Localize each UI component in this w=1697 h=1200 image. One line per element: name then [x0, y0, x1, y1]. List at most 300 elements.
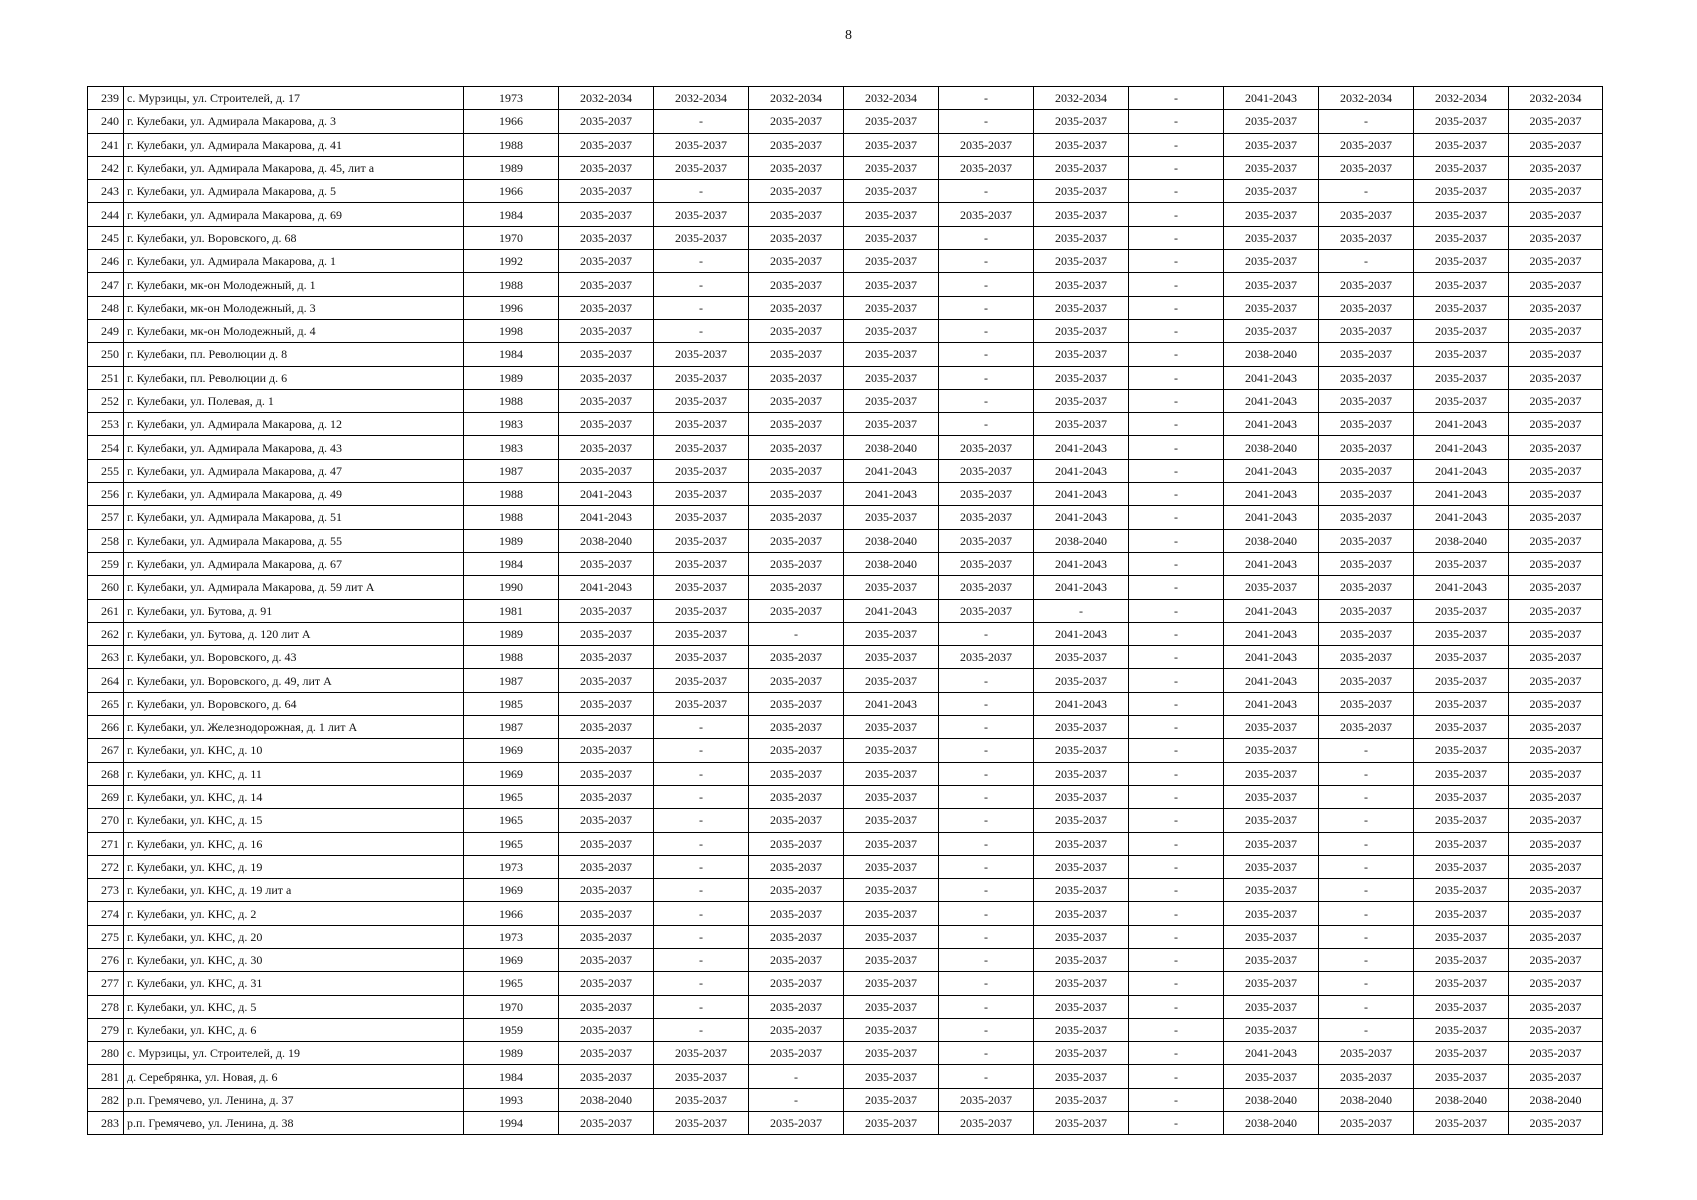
- period-cell-8: 2041-2043: [1224, 483, 1319, 506]
- period-cell-7: -: [1129, 156, 1224, 179]
- table-row: [88, 1018, 1603, 1041]
- period-cell-6: 2035-2037: [1034, 762, 1129, 785]
- period-cell-2: 2035-2037: [654, 646, 749, 669]
- table-row: [88, 273, 1603, 296]
- year-built-cell: 1989: [464, 622, 559, 645]
- row-number-cell: 280: [88, 1042, 124, 1065]
- period-cell-4: 2035-2037: [844, 576, 939, 599]
- year-built-cell: 1988: [464, 506, 559, 529]
- address-cell: г. Кулебаки, мк-он Молодежный, д. 1: [124, 273, 464, 296]
- period-cell-8: 2035-2037: [1224, 855, 1319, 878]
- period-cell-7: -: [1129, 692, 1224, 715]
- period-cell-4: 2035-2037: [844, 156, 939, 179]
- period-cell-11: 2035-2037: [1509, 296, 1603, 319]
- period-cell-2: 2035-2037: [654, 529, 749, 552]
- period-cell-1: 2035-2037: [559, 879, 654, 902]
- period-cell-1: 2035-2037: [559, 809, 654, 832]
- period-cell-2: 2035-2037: [654, 1042, 749, 1065]
- period-cell-2: 2035-2037: [654, 133, 749, 156]
- year-built-cell: 1996: [464, 296, 559, 319]
- period-cell-11: 2035-2037: [1509, 762, 1603, 785]
- housing-repair-schedule-table: [87, 86, 1603, 1135]
- period-cell-3: 2035-2037: [749, 273, 844, 296]
- row-number-cell: 242: [88, 156, 124, 179]
- period-cell-8: 2041-2043: [1224, 552, 1319, 575]
- period-cell-7: -: [1129, 273, 1224, 296]
- period-cell-11: 2035-2037: [1509, 855, 1603, 878]
- period-cell-7: -: [1129, 762, 1224, 785]
- year-built-cell: 1987: [464, 669, 559, 692]
- row-number-cell: 258: [88, 529, 124, 552]
- period-cell-6: 2035-2037: [1034, 902, 1129, 925]
- period-cell-1: 2035-2037: [559, 389, 654, 412]
- table-row: [88, 902, 1603, 925]
- period-cell-10: 2035-2037: [1414, 133, 1509, 156]
- year-built-cell: 1965: [464, 809, 559, 832]
- period-cell-2: -: [654, 1018, 749, 1041]
- year-built-cell: 1965: [464, 832, 559, 855]
- period-cell-1: 2035-2037: [559, 692, 654, 715]
- period-cell-9: 2035-2037: [1319, 483, 1414, 506]
- period-cell-8: 2041-2043: [1224, 692, 1319, 715]
- period-cell-7: -: [1129, 576, 1224, 599]
- row-number-cell: 270: [88, 809, 124, 832]
- year-built-cell: 1981: [464, 599, 559, 622]
- period-cell-11: 2035-2037: [1509, 529, 1603, 552]
- period-cell-11: 2035-2037: [1509, 576, 1603, 599]
- address-cell: г. Кулебаки, ул. Адмирала Макарова, д. 45, лит а: [124, 156, 464, 179]
- row-number-cell: 250: [88, 343, 124, 366]
- period-cell-5: 2035-2037: [939, 156, 1034, 179]
- address-cell: г. Кулебаки, ул. КНС, д. 14: [124, 785, 464, 808]
- period-cell-5: -: [939, 855, 1034, 878]
- year-built-cell: 1985: [464, 692, 559, 715]
- period-cell-3: 2035-2037: [749, 832, 844, 855]
- period-cell-3: 2035-2037: [749, 483, 844, 506]
- period-cell-2: -: [654, 972, 749, 995]
- period-cell-10: 2041-2043: [1414, 436, 1509, 459]
- period-cell-10: 2035-2037: [1414, 622, 1509, 645]
- period-cell-6: 2035-2037: [1034, 1018, 1129, 1041]
- year-built-cell: 1988: [464, 483, 559, 506]
- row-number-cell: 276: [88, 948, 124, 971]
- period-cell-2: -: [654, 762, 749, 785]
- period-cell-10: 2041-2043: [1414, 459, 1509, 482]
- period-cell-9: 2035-2037: [1319, 506, 1414, 529]
- period-cell-11: 2035-2037: [1509, 133, 1603, 156]
- period-cell-10: 2041-2043: [1414, 576, 1509, 599]
- period-cell-1: 2032-2034: [559, 87, 654, 110]
- period-cell-5: -: [939, 319, 1034, 342]
- period-cell-4: 2035-2037: [844, 319, 939, 342]
- period-cell-9: 2035-2037: [1319, 156, 1414, 179]
- period-cell-8: 2041-2043: [1224, 506, 1319, 529]
- period-cell-3: 2035-2037: [749, 855, 844, 878]
- year-built-cell: 1988: [464, 646, 559, 669]
- period-cell-8: 2035-2037: [1224, 576, 1319, 599]
- period-cell-10: 2035-2037: [1414, 203, 1509, 226]
- period-cell-10: 2035-2037: [1414, 902, 1509, 925]
- period-cell-3: 2035-2037: [749, 739, 844, 762]
- period-cell-6: 2035-2037: [1034, 296, 1129, 319]
- address-cell: г. Кулебаки, ул. Воровского, д. 43: [124, 646, 464, 669]
- row-number-cell: 265: [88, 692, 124, 715]
- period-cell-10: 2041-2043: [1414, 506, 1509, 529]
- period-cell-4: 2035-2037: [844, 855, 939, 878]
- period-cell-7: -: [1129, 529, 1224, 552]
- period-cell-1: 2035-2037: [559, 459, 654, 482]
- period-cell-3: 2035-2037: [749, 716, 844, 739]
- period-cell-10: 2035-2037: [1414, 739, 1509, 762]
- period-cell-5: -: [939, 972, 1034, 995]
- period-cell-8: 2035-2037: [1224, 762, 1319, 785]
- period-cell-2: 2035-2037: [654, 552, 749, 575]
- period-cell-9: 2035-2037: [1319, 599, 1414, 622]
- period-cell-7: -: [1129, 343, 1224, 366]
- address-cell: д. Серебрянка, ул. Новая, д. 6: [124, 1065, 464, 1088]
- period-cell-11: 2035-2037: [1509, 366, 1603, 389]
- period-cell-11: 2035-2037: [1509, 622, 1603, 645]
- table-row: [88, 436, 1603, 459]
- period-cell-7: -: [1129, 483, 1224, 506]
- period-cell-5: -: [939, 995, 1034, 1018]
- table-row: [88, 739, 1603, 762]
- period-cell-4: 2035-2037: [844, 948, 939, 971]
- period-cell-3: 2035-2037: [749, 366, 844, 389]
- period-cell-10: 2032-2034: [1414, 87, 1509, 110]
- table-row: [88, 809, 1603, 832]
- period-cell-4: 2035-2037: [844, 226, 939, 249]
- table-row: [88, 366, 1603, 389]
- year-built-cell: 1984: [464, 1065, 559, 1088]
- period-cell-2: 2035-2037: [654, 622, 749, 645]
- period-cell-11: 2035-2037: [1509, 319, 1603, 342]
- table-body: [88, 87, 1603, 1135]
- period-cell-2: 2035-2037: [654, 413, 749, 436]
- row-number-cell: 282: [88, 1088, 124, 1111]
- period-cell-4: 2035-2037: [844, 506, 939, 529]
- address-cell: с. Мурзицы, ул. Строителей, д. 17: [124, 87, 464, 110]
- period-cell-5: -: [939, 762, 1034, 785]
- period-cell-1: 2035-2037: [559, 366, 654, 389]
- period-cell-7: -: [1129, 669, 1224, 692]
- period-cell-10: 2035-2037: [1414, 646, 1509, 669]
- period-cell-3: 2035-2037: [749, 762, 844, 785]
- period-cell-2: 2035-2037: [654, 226, 749, 249]
- row-number-cell: 277: [88, 972, 124, 995]
- period-cell-4: 2035-2037: [844, 203, 939, 226]
- table-row: [88, 925, 1603, 948]
- period-cell-4: 2035-2037: [844, 762, 939, 785]
- period-cell-9: -: [1319, 972, 1414, 995]
- period-cell-10: 2041-2043: [1414, 483, 1509, 506]
- period-cell-11: 2035-2037: [1509, 1042, 1603, 1065]
- period-cell-7: -: [1129, 413, 1224, 436]
- period-cell-11: 2035-2037: [1509, 669, 1603, 692]
- address-cell: г. Кулебаки, ул. Адмирала Макарова, д. 55: [124, 529, 464, 552]
- period-cell-2: 2035-2037: [654, 576, 749, 599]
- year-built-cell: 1970: [464, 226, 559, 249]
- period-cell-4: 2038-2040: [844, 436, 939, 459]
- table-row: [88, 762, 1603, 785]
- table-row: [88, 646, 1603, 669]
- table-row: [88, 296, 1603, 319]
- period-cell-8: 2041-2043: [1224, 599, 1319, 622]
- period-cell-8: 2035-2037: [1224, 1065, 1319, 1088]
- period-cell-11: 2035-2037: [1509, 809, 1603, 832]
- row-number-cell: 253: [88, 413, 124, 436]
- address-cell: г. Кулебаки, ул. КНС, д. 10: [124, 739, 464, 762]
- year-built-cell: 1992: [464, 250, 559, 273]
- period-cell-2: 2035-2037: [654, 483, 749, 506]
- period-cell-11: 2035-2037: [1509, 785, 1603, 808]
- period-cell-2: 2035-2037: [654, 1112, 749, 1135]
- period-cell-8: 2035-2037: [1224, 785, 1319, 808]
- period-cell-5: -: [939, 180, 1034, 203]
- period-cell-10: 2035-2037: [1414, 156, 1509, 179]
- period-cell-10: 2035-2037: [1414, 366, 1509, 389]
- period-cell-5: -: [939, 739, 1034, 762]
- row-number-cell: 254: [88, 436, 124, 459]
- row-number-cell: 261: [88, 599, 124, 622]
- period-cell-10: 2035-2037: [1414, 855, 1509, 878]
- period-cell-11: 2035-2037: [1509, 879, 1603, 902]
- period-cell-1: 2035-2037: [559, 156, 654, 179]
- year-built-cell: 1998: [464, 319, 559, 342]
- address-cell: г. Кулебаки, ул. КНС, д. 6: [124, 1018, 464, 1041]
- period-cell-7: -: [1129, 1065, 1224, 1088]
- period-cell-4: 2035-2037: [844, 273, 939, 296]
- period-cell-5: 2035-2037: [939, 203, 1034, 226]
- row-number-cell: 263: [88, 646, 124, 669]
- year-built-cell: 1988: [464, 273, 559, 296]
- period-cell-4: 2035-2037: [844, 809, 939, 832]
- period-cell-5: -: [939, 1042, 1034, 1065]
- period-cell-11: 2035-2037: [1509, 925, 1603, 948]
- period-cell-9: 2032-2034: [1319, 87, 1414, 110]
- period-cell-5: -: [939, 716, 1034, 739]
- period-cell-1: 2035-2037: [559, 203, 654, 226]
- period-cell-3: 2035-2037: [749, 319, 844, 342]
- period-cell-7: -: [1129, 1088, 1224, 1111]
- period-cell-5: -: [939, 250, 1034, 273]
- table-row: [88, 483, 1603, 506]
- table-row: [88, 1112, 1603, 1135]
- period-cell-3: 2035-2037: [749, 1112, 844, 1135]
- period-cell-1: 2035-2037: [559, 436, 654, 459]
- row-number-cell: 248: [88, 296, 124, 319]
- period-cell-3: 2035-2037: [749, 995, 844, 1018]
- period-cell-4: 2035-2037: [844, 739, 939, 762]
- period-cell-11: 2035-2037: [1509, 180, 1603, 203]
- row-number-cell: 251: [88, 366, 124, 389]
- address-cell: г. Кулебаки, ул. КНС, д. 30: [124, 948, 464, 971]
- address-cell: г. Кулебаки, ул. КНС, д. 16: [124, 832, 464, 855]
- period-cell-2: -: [654, 319, 749, 342]
- period-cell-10: 2035-2037: [1414, 1112, 1509, 1135]
- period-cell-2: 2035-2037: [654, 366, 749, 389]
- row-number-cell: 260: [88, 576, 124, 599]
- period-cell-2: -: [654, 296, 749, 319]
- period-cell-5: -: [939, 669, 1034, 692]
- year-built-cell: 1993: [464, 1088, 559, 1111]
- row-number-cell: 269: [88, 785, 124, 808]
- period-cell-4: 2035-2037: [844, 902, 939, 925]
- period-cell-5: 2035-2037: [939, 1088, 1034, 1111]
- period-cell-9: 2035-2037: [1319, 413, 1414, 436]
- period-cell-7: -: [1129, 366, 1224, 389]
- period-cell-8: 2035-2037: [1224, 995, 1319, 1018]
- period-cell-1: 2035-2037: [559, 319, 654, 342]
- period-cell-6: 2035-2037: [1034, 1042, 1129, 1065]
- period-cell-7: -: [1129, 1018, 1224, 1041]
- period-cell-8: 2035-2037: [1224, 156, 1319, 179]
- address-cell: г. Кулебаки, ул. Бутова, д. 91: [124, 599, 464, 622]
- period-cell-2: -: [654, 855, 749, 878]
- row-number-cell: 267: [88, 739, 124, 762]
- period-cell-5: -: [939, 110, 1034, 133]
- period-cell-8: 2038-2040: [1224, 529, 1319, 552]
- period-cell-6: 2041-2043: [1034, 622, 1129, 645]
- period-cell-2: -: [654, 716, 749, 739]
- period-cell-10: 2035-2037: [1414, 273, 1509, 296]
- period-cell-9: 2035-2037: [1319, 669, 1414, 692]
- address-cell: г. Кулебаки, ул. КНС, д. 19 лит а: [124, 879, 464, 902]
- period-cell-7: -: [1129, 250, 1224, 273]
- period-cell-7: -: [1129, 599, 1224, 622]
- period-cell-6: 2035-2037: [1034, 366, 1129, 389]
- period-cell-8: 2041-2043: [1224, 1042, 1319, 1065]
- period-cell-3: 2035-2037: [749, 250, 844, 273]
- period-cell-6: 2035-2037: [1034, 203, 1129, 226]
- period-cell-9: 2035-2037: [1319, 576, 1414, 599]
- period-cell-6: 2035-2037: [1034, 785, 1129, 808]
- period-cell-9: -: [1319, 739, 1414, 762]
- page-number: 8: [845, 28, 852, 43]
- period-cell-3: 2035-2037: [749, 576, 844, 599]
- table-row: [88, 110, 1603, 133]
- period-cell-9: -: [1319, 879, 1414, 902]
- period-cell-8: 2038-2040: [1224, 1088, 1319, 1111]
- period-cell-4: 2035-2037: [844, 1112, 939, 1135]
- period-cell-9: 2035-2037: [1319, 622, 1414, 645]
- period-cell-5: 2035-2037: [939, 529, 1034, 552]
- period-cell-4: 2035-2037: [844, 925, 939, 948]
- period-cell-3: 2035-2037: [749, 180, 844, 203]
- period-cell-8: 2035-2037: [1224, 739, 1319, 762]
- period-cell-2: -: [654, 273, 749, 296]
- period-cell-3: -: [749, 1065, 844, 1088]
- period-cell-2: -: [654, 832, 749, 855]
- period-cell-7: -: [1129, 389, 1224, 412]
- period-cell-1: 2035-2037: [559, 855, 654, 878]
- period-cell-1: 2041-2043: [559, 506, 654, 529]
- period-cell-8: 2041-2043: [1224, 366, 1319, 389]
- period-cell-1: 2035-2037: [559, 552, 654, 575]
- period-cell-9: -: [1319, 110, 1414, 133]
- period-cell-2: 2035-2037: [654, 459, 749, 482]
- row-number-cell: 266: [88, 716, 124, 739]
- period-cell-8: 2035-2037: [1224, 319, 1319, 342]
- period-cell-9: -: [1319, 902, 1414, 925]
- address-cell: г. Кулебаки, ул. КНС, д. 31: [124, 972, 464, 995]
- period-cell-11: 2038-2040: [1509, 1088, 1603, 1111]
- period-cell-2: 2035-2037: [654, 1065, 749, 1088]
- year-built-cell: 1969: [464, 948, 559, 971]
- period-cell-2: 2035-2037: [654, 203, 749, 226]
- period-cell-11: 2035-2037: [1509, 110, 1603, 133]
- period-cell-5: 2035-2037: [939, 599, 1034, 622]
- row-number-cell: 239: [88, 87, 124, 110]
- period-cell-7: -: [1129, 716, 1224, 739]
- period-cell-9: -: [1319, 809, 1414, 832]
- period-cell-4: 2035-2037: [844, 1065, 939, 1088]
- period-cell-6: 2035-2037: [1034, 343, 1129, 366]
- table-row: [88, 1065, 1603, 1088]
- period-cell-11: 2035-2037: [1509, 389, 1603, 412]
- address-cell: р.п. Гремячево, ул. Ленина, д. 37: [124, 1088, 464, 1111]
- table-row: [88, 948, 1603, 971]
- period-cell-7: -: [1129, 972, 1224, 995]
- period-cell-8: 2035-2037: [1224, 203, 1319, 226]
- period-cell-5: -: [939, 692, 1034, 715]
- period-cell-10: 2041-2043: [1414, 413, 1509, 436]
- period-cell-1: 2035-2037: [559, 972, 654, 995]
- address-cell: г. Кулебаки, ул. Адмирала Макарова, д. 12: [124, 413, 464, 436]
- period-cell-10: 2035-2037: [1414, 692, 1509, 715]
- row-number-cell: 252: [88, 389, 124, 412]
- period-cell-2: -: [654, 110, 749, 133]
- period-cell-5: -: [939, 413, 1034, 436]
- period-cell-10: 2035-2037: [1414, 1018, 1509, 1041]
- period-cell-2: -: [654, 180, 749, 203]
- row-number-cell: 249: [88, 319, 124, 342]
- period-cell-1: 2035-2037: [559, 1018, 654, 1041]
- year-built-cell: 1987: [464, 716, 559, 739]
- period-cell-7: -: [1129, 180, 1224, 203]
- period-cell-8: 2035-2037: [1224, 180, 1319, 203]
- period-cell-4: 2035-2037: [844, 669, 939, 692]
- period-cell-3: -: [749, 622, 844, 645]
- period-cell-10: 2035-2037: [1414, 972, 1509, 995]
- period-cell-1: 2038-2040: [559, 1088, 654, 1111]
- period-cell-8: 2035-2037: [1224, 273, 1319, 296]
- row-number-cell: 271: [88, 832, 124, 855]
- period-cell-6: 2035-2037: [1034, 739, 1129, 762]
- period-cell-1: 2035-2037: [559, 1042, 654, 1065]
- period-cell-8: 2041-2043: [1224, 87, 1319, 110]
- table-row: [88, 1042, 1603, 1065]
- address-cell: г. Кулебаки, ул. КНС, д. 5: [124, 995, 464, 1018]
- period-cell-8: 2041-2043: [1224, 389, 1319, 412]
- period-cell-5: 2035-2037: [939, 576, 1034, 599]
- period-cell-1: 2035-2037: [559, 250, 654, 273]
- period-cell-11: 2035-2037: [1509, 1065, 1603, 1088]
- period-cell-1: 2035-2037: [559, 296, 654, 319]
- period-cell-11: 2035-2037: [1509, 1112, 1603, 1135]
- table-row: [88, 599, 1603, 622]
- period-cell-4: 2041-2043: [844, 459, 939, 482]
- period-cell-5: -: [939, 902, 1034, 925]
- year-built-cell: 1973: [464, 855, 559, 878]
- period-cell-6: 2035-2037: [1034, 413, 1129, 436]
- period-cell-7: -: [1129, 133, 1224, 156]
- period-cell-3: 2035-2037: [749, 879, 844, 902]
- period-cell-11: 2035-2037: [1509, 459, 1603, 482]
- period-cell-6: 2041-2043: [1034, 483, 1129, 506]
- row-number-cell: 259: [88, 552, 124, 575]
- period-cell-1: 2041-2043: [559, 483, 654, 506]
